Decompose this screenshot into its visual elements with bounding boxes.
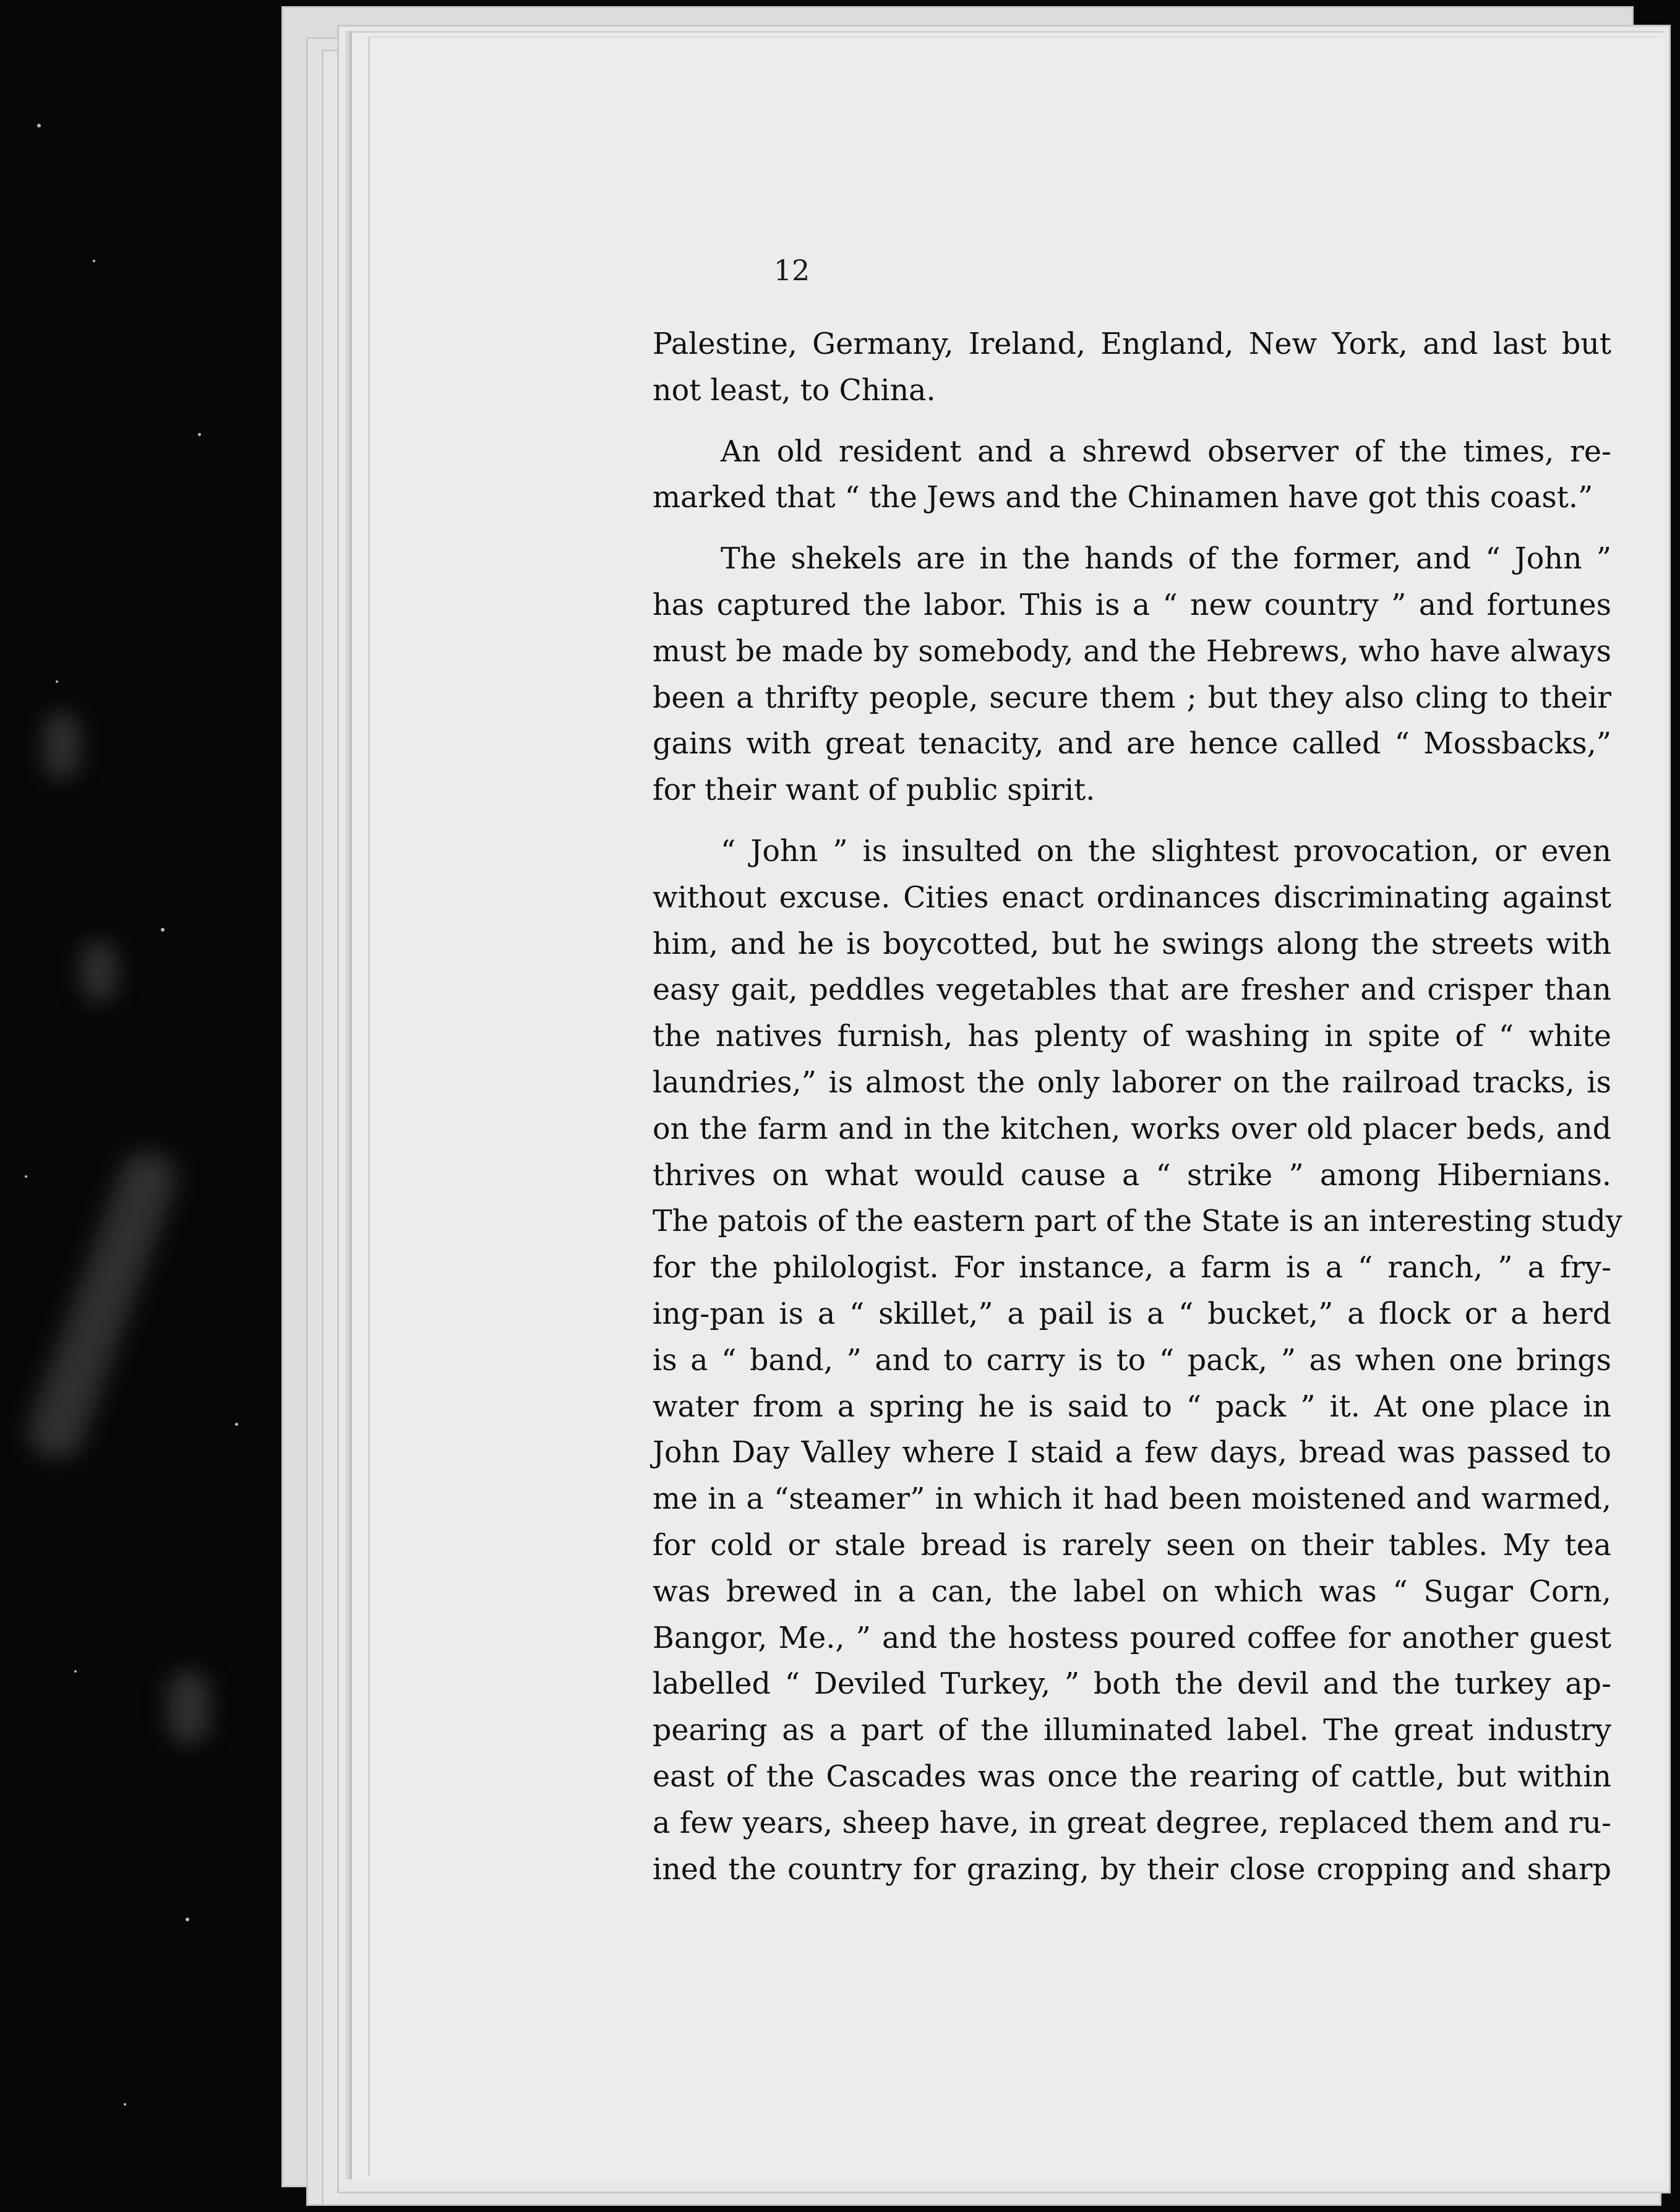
text-line: without excuse. Cities enact ordinances discriminating against: [653, 880, 1611, 915]
text-line: marked that “ the Jews and the Chinamen have got this coast.”: [653, 481, 1593, 515]
dust-speck: [25, 1175, 27, 1178]
text-line: The shekels are in the hands of the former, and “ John ”: [721, 542, 1611, 577]
text-line: on the farm and in the kitchen, works over old placer beds, and: [653, 1112, 1611, 1146]
text-line: easy gait, peddles vegetables that are fresher and crisper than: [653, 973, 1611, 1008]
text-line: me in a “steamer” in which it had been moistened and warmed,: [653, 1482, 1611, 1517]
dust-speck: [74, 1670, 77, 1673]
text-line: Palestine, Germany, Ireland, England, New York, and last but: [653, 327, 1611, 361]
scan-smudge: [80, 940, 118, 1002]
text-line: a few years, sheep have, in great degree, replaced them and ru-: [653, 1806, 1611, 1840]
text-line: An old resident and a shrewd observer of the times, re-: [721, 434, 1611, 469]
text-line: must be made by somebody, and the Hebrews, who have always: [653, 634, 1611, 669]
text-line: is a “ band, ” and to carry is to “ pack, ” as when one brings: [653, 1343, 1611, 1378]
text-line: been a thrifty people, secure them ; but they also cling to their: [653, 680, 1611, 715]
dust-speck: [124, 2103, 126, 2106]
dust-speck: [37, 124, 41, 127]
scan-smudge: [43, 711, 80, 779]
text-line: for their want of public spirit.: [653, 773, 1095, 808]
text-line: him, and he is boycotted, but he swings along the streets with: [653, 927, 1611, 961]
text-line: “ John ” is insulted on the slightest provocation, or even: [721, 834, 1611, 868]
text-line: thrives on what would cause a “ strike ” among Hibernians.: [653, 1158, 1611, 1193]
dust-speck: [235, 1423, 238, 1426]
scan-smudge: [21, 1144, 183, 1465]
text-line: not least, to China.: [653, 373, 936, 408]
text-line: labelled “ Deviled Turkey, ” both the devil and the turkey ap-: [653, 1667, 1611, 1702]
text-line: The patois of the eastern part of the State is an interesting study: [653, 1204, 1622, 1239]
scan-smudge: [167, 1670, 210, 1744]
paragraph: [653, 536, 1611, 814]
dust-speck: [198, 433, 201, 436]
text-line: for the philologist. For instance, a farm is a “ ranch, ” a fry-: [653, 1251, 1611, 1285]
dust-speck: [161, 928, 165, 932]
text-line: John Day Valley where I staid a few days, bread was passed to: [653, 1436, 1611, 1470]
paragraph-gap: [653, 521, 1611, 536]
page-number: 12: [773, 254, 810, 287]
text-line: Bangor, Me., ” and the hostess poured coffee for another guest: [653, 1621, 1611, 1655]
text-line: has captured the labor. This is a “ new country ” and fortunes: [653, 588, 1611, 622]
body-text: [653, 322, 1622, 1893]
paragraph: [653, 322, 1611, 414]
paragraph: [653, 829, 1622, 1893]
text-line: was brewed in a can, the label on which was “ Sugar Corn,: [653, 1574, 1611, 1609]
text-line: pearing as a part of the illuminated label. The great industry: [653, 1713, 1611, 1748]
text-line: the natives furnish, has plenty of washing in spite of “ white: [653, 1019, 1611, 1054]
paragraph: [653, 429, 1611, 522]
dust-speck: [186, 1918, 189, 1921]
paragraph-gap: [653, 414, 1611, 429]
dust-speck: [93, 260, 95, 262]
text-line: for cold or stale bread is rarely seen on their tables. My tea: [653, 1528, 1611, 1563]
text-line: laundries,” is almost the only laborer on the railroad tracks, is: [653, 1065, 1611, 1100]
paragraph-gap: [653, 814, 1611, 829]
text-line: east of the Cascades was once the rearing of cattle, but within: [653, 1759, 1611, 1794]
text-line: ined the country for grazing, by their close cropping and sharp: [653, 1852, 1611, 1887]
text-line: ing-pan is a “ skillet,” a pail is a “ bucket,” a flock or a herd: [653, 1297, 1611, 1331]
text-line: water from a spring he is said to “ pack ” it. At one place in: [653, 1389, 1611, 1424]
dust-speck: [56, 680, 58, 683]
text-line: gains with great tenacity, and are hence called “ Mossbacks,”: [653, 727, 1611, 761]
